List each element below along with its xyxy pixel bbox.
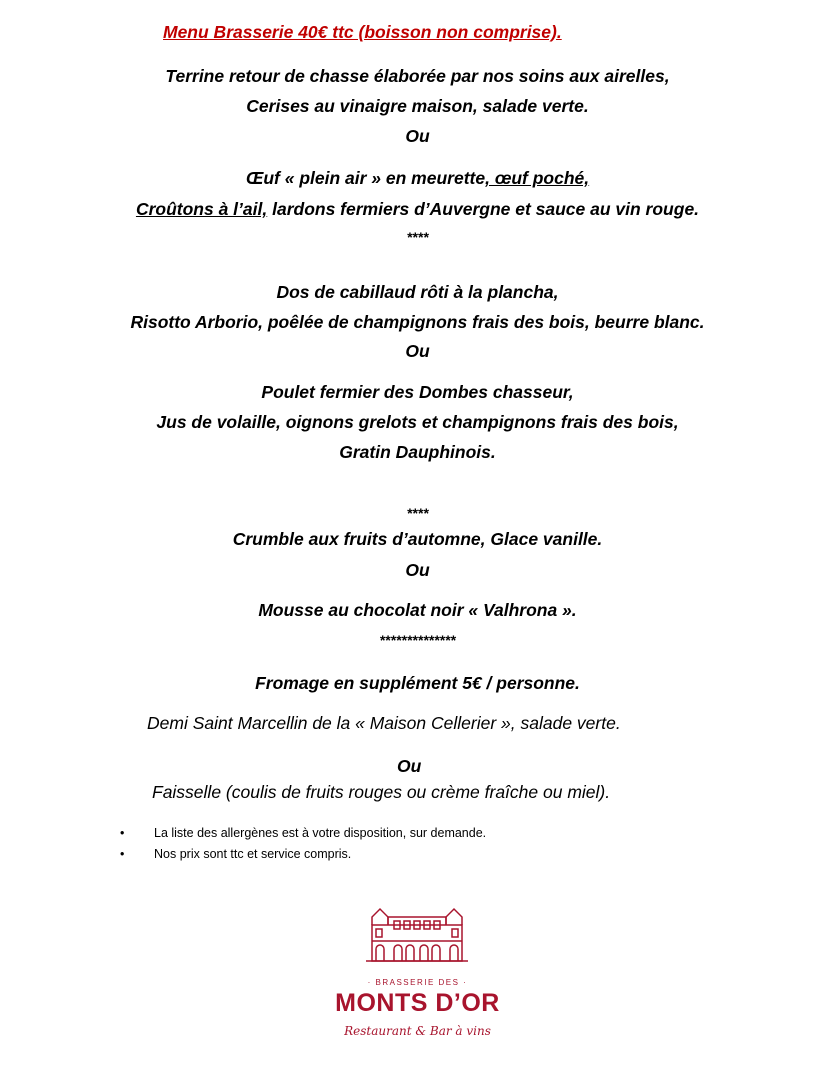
starter-option-1-line-2: Cerises au vinaigre maison, salade verte. — [246, 96, 589, 116]
starter-option-2-croutons: Croûtons à l’ail, — [135, 199, 268, 219]
separator-3: ************** — [379, 632, 456, 648]
starter-option-2-lardons: lardons fermiers d’Auvergne et sauce au vin rouge. — [267, 199, 700, 219]
bullet-icon: • — [120, 847, 125, 861]
separator-2: **** — [406, 505, 429, 521]
main-option-2-line-3: Gratin Dauphinois. — [339, 442, 496, 462]
starter-option-2-poached-egg: , œuf poché, — [485, 168, 590, 188]
list-item — [120, 823, 486, 844]
notes-list — [120, 823, 486, 865]
cheese-header: Fromage en supplément 5€ / personne. — [255, 673, 580, 693]
brand-logo — [300, 905, 535, 1055]
dessert-or: Ou — [405, 560, 430, 580]
bullet-icon: • — [120, 826, 125, 840]
logo-name: MONTS D’OR — [335, 989, 500, 1017]
dessert-option-2: Mousse au chocolat noir « Valhrona ». — [258, 600, 577, 620]
main-or: Ou — [405, 341, 430, 361]
starter-option-1-line-1: Terrine retour de chasse élaborée par nos soins aux airelles, — [165, 66, 670, 86]
note-text: La liste des allergènes est à votre disposition, sur demande. — [154, 826, 487, 840]
list-item — [120, 844, 486, 865]
separator-1: **** — [406, 229, 429, 245]
menu-title: Menu Brasserie 40€ ttc (boisson non comprise). — [163, 22, 562, 42]
starter-option-2-line-2 — [0, 199, 835, 219]
logo-subtitle: Restaurant & Bar à vins — [344, 1024, 491, 1038]
cheese-option-1: Demi Saint Marcellin de la « Maison Cellerier », salade verte. — [147, 713, 621, 733]
starter-option-2-egg: Œuf « plein air » en meurette — [245, 168, 486, 188]
cheese-or: Ou — [397, 756, 422, 776]
main-option-1-line-2: Risotto Arborio, poêlée de champignons frais des bois, beurre blanc. — [130, 312, 705, 332]
dessert-option-1: Crumble aux fruits d’automne, Glace vanille. — [232, 529, 603, 549]
main-option-1-line-1: Dos de cabillaud rôti à la plancha, — [276, 282, 559, 302]
note-text: Nos prix sont ttc et service compris. — [154, 847, 352, 861]
starter-option-2-line-1 — [0, 168, 835, 188]
cheese-option-2: Faisselle (coulis de fruits rouges ou crème fraîche ou miel). — [152, 782, 611, 802]
main-option-2-line-1: Poulet fermier des Dombes chasseur, — [261, 382, 574, 402]
logo-tagline: · BRASSERIE DES · — [367, 978, 468, 987]
starter-or: Ou — [405, 126, 430, 146]
building-icon — [300, 905, 535, 975]
main-option-2-line-2: Jus de volaille, oignons grelots et champignons frais des bois, — [156, 412, 679, 432]
